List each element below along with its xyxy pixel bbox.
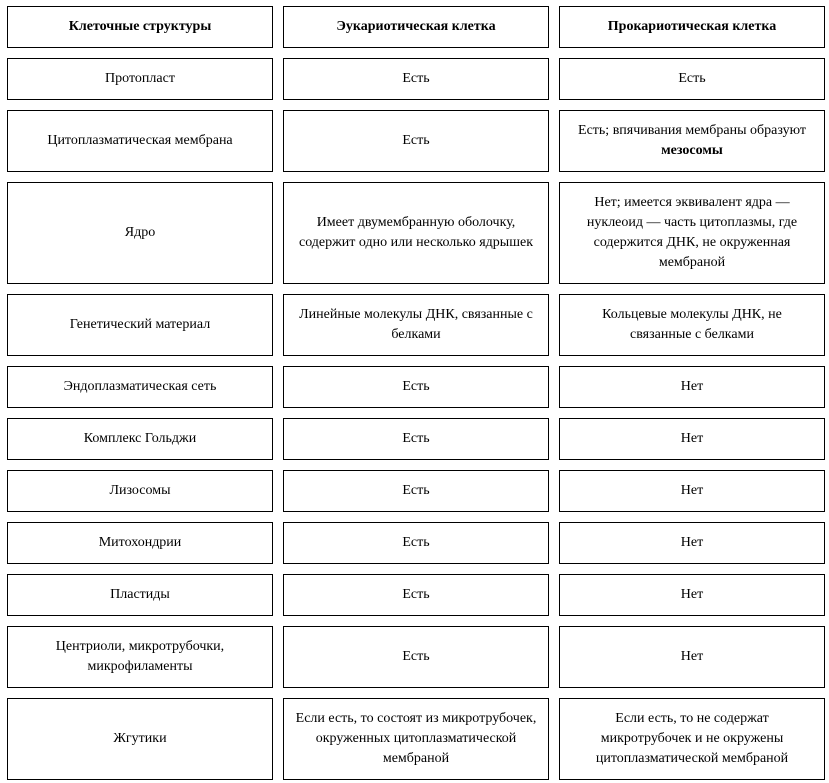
row-membrane-prokaryotic [559,110,825,172]
row-plastids-structure: Пластиды [7,574,273,616]
row-er-structure: Эндоплазматическая сеть [7,366,273,408]
row-centrioles-structure: Центриоли, микротрубочки, микрофиламенты [7,626,273,688]
row-membrane-structure: Цитоплазматическая мембрана [7,110,273,172]
mesosomes-term: мезосомы [661,143,723,158]
row-lysosomes-prokaryotic: Нет [559,470,825,512]
header-prokaryotic: Прокариотическая клетка [559,6,825,48]
row-lysosomes-eukaryotic: Есть [283,470,549,512]
header-structures: Клеточные структуры [7,6,273,48]
row-genetic-structure: Генетический материал [7,294,273,356]
membrane-prokaryotic-text: Есть; впячивания мембраны образуют мезосомы [578,123,806,158]
row-plastids-prokaryotic: Нет [559,574,825,616]
row-lysosomes-structure: Лизосомы [7,470,273,512]
row-golgi-eukaryotic: Есть [283,418,549,460]
row-protoplast-eukaryotic: Есть [283,58,549,100]
row-genetic-eukaryotic: Линейные молекулы ДНК, связанные с белками [283,294,549,356]
row-flagella-eukaryotic: Если есть, то состоят из микротрубочек, окруженных цитоплазматической мембраной [283,698,549,780]
row-nucleus-eukaryotic: Имеет двумембранную оболочку, содержит одно или несколько ядрышек [283,182,549,284]
row-genetic-prokaryotic: Кольцевые молекулы ДНК, не связанные с белками [559,294,825,356]
row-plastids-eukaryotic: Есть [283,574,549,616]
row-golgi-structure: Комплекс Гольджи [7,418,273,460]
row-centrioles-prokaryotic: Нет [559,626,825,688]
row-nucleus-prokaryotic: Нет; имеется эквивалент ядра — нуклеоид — часть цитоплазмы, где содержится ДНК, не окруженная мембраной [559,182,825,284]
row-golgi-prokaryotic: Нет [559,418,825,460]
row-centrioles-eukaryotic: Есть [283,626,549,688]
row-mitochondria-eukaryotic: Есть [283,522,549,564]
row-mitochondria-structure: Митохондрии [7,522,273,564]
row-membrane-eukaryotic: Есть [283,110,549,172]
row-flagella-structure: Жгутики [7,698,273,780]
header-eukaryotic: Эукариотическая клетка [283,6,549,48]
row-mitochondria-prokaryotic: Нет [559,522,825,564]
row-protoplast-prokaryotic: Есть [559,58,825,100]
row-nucleus-structure: Ядро [7,182,273,284]
row-er-eukaryotic: Есть [283,366,549,408]
row-flagella-prokaryotic: Если есть, то не содержат микротрубочек и не окружены цитоплазматической мембраной [559,698,825,780]
row-er-prokaryotic: Нет [559,366,825,408]
row-protoplast-structure: Протопласт [7,58,273,100]
